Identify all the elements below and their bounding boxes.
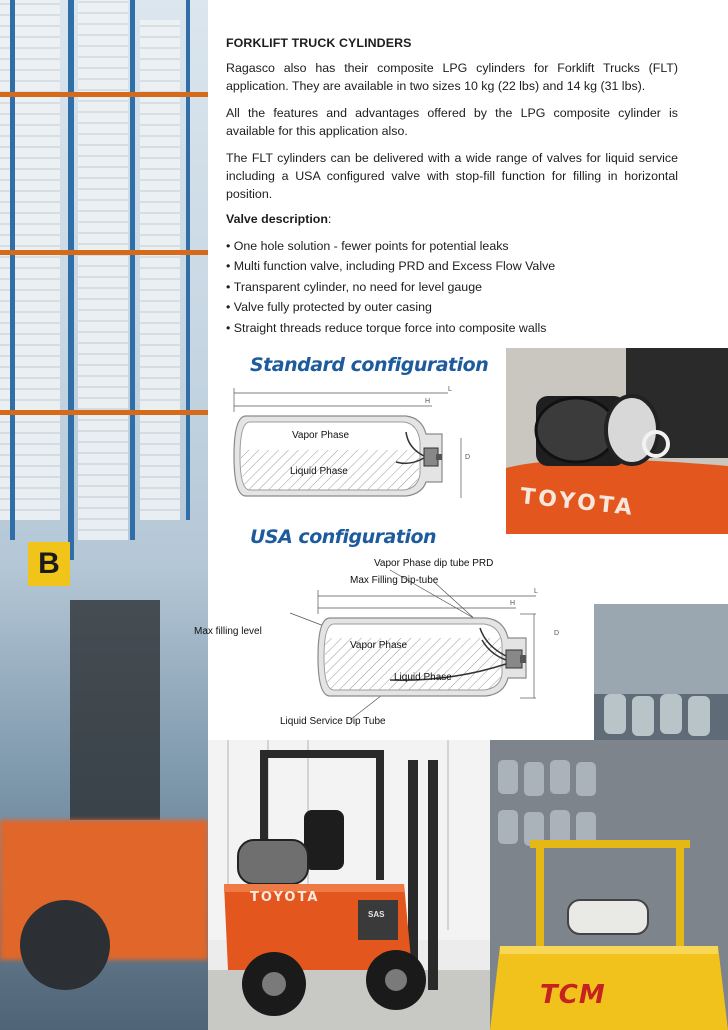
vapor-phase-label: Vapor Phase	[292, 430, 350, 441]
usa-vapor-phase-label: Vapor Phase	[350, 640, 408, 651]
list-item: • One hole solution - fewer points for potential leaks	[226, 236, 678, 256]
max-filling-dip-tube-label: Max Filling Dip-tube	[350, 575, 439, 586]
warehouse-photo	[0, 0, 208, 1030]
standard-configuration-title: Standard configuration	[250, 354, 489, 376]
valve-feature-list	[226, 236, 678, 338]
valve-photo-brand: TOYOTA	[519, 484, 637, 521]
max-filling-level-label: Max filling level	[194, 626, 262, 637]
section-heading: FORKLIFT TRUCK CYLINDERS	[226, 36, 412, 50]
text-content	[226, 36, 678, 338]
toyota-forklift-image	[208, 740, 492, 1030]
usa-configuration-title: USA configuration	[250, 526, 437, 548]
liquid-phase-label: Liquid Phase	[290, 466, 348, 477]
valves-paragraph: The FLT cylinders can be delivered with a wide range of valves for liquid service including a USA configured valve with stop-fill function for filling in horizontal position.	[226, 151, 678, 201]
standard-configuration-diagram	[210, 350, 506, 520]
usa-dimension-l-label: L	[534, 588, 538, 595]
toyota-forklift-photo	[208, 740, 492, 1030]
list-item: • Straight threads reduce torque force into composite walls	[226, 318, 678, 338]
usa-dimension-d-label: D	[554, 630, 560, 637]
usa-dimension-h-label: H	[510, 600, 516, 607]
vapor-dip-tube-prd-label: Vapor Phase dip tube PRD	[374, 558, 494, 569]
forklift-brand-label: TOYOTA	[250, 890, 320, 905]
valve-description-heading: Valve description:	[226, 212, 332, 226]
tcm-forklift-photo	[490, 740, 728, 1030]
usa-configuration-diagram	[190, 522, 594, 736]
list-item: • Transparent cylinder, no need for level gauge	[226, 277, 678, 297]
list-item: • Multi function valve, including PRD and Excess Flow Valve	[226, 256, 678, 276]
dimension-l-label: L	[448, 386, 452, 393]
dimension-h-label: H	[425, 398, 431, 405]
valve-closeup-photo	[506, 348, 728, 534]
standard-cylinder-drawing	[210, 350, 506, 520]
liquid-service-dip-tube-label: Liquid Service Dip Tube	[280, 716, 386, 727]
list-item: • Valve fully protected by outer casing	[226, 297, 678, 317]
tcm-brand-label: TCM	[540, 980, 606, 1010]
tcm-forklift-image	[490, 740, 728, 1030]
dimension-d-label: D	[465, 454, 471, 461]
warehouse-sign: B	[28, 542, 70, 586]
features-paragraph: All the features and advantages offered by the LPG composite cylinder is available for this application also.	[226, 106, 678, 138]
forklift-badge-label: SAS	[368, 910, 385, 919]
intro-paragraph: Ragasco also has their composite LPG cylinders for Forklift Trucks (FLT) application. They are available in two sizes 10 kg (22 lbs) and 14 kg (31 lbs).	[226, 61, 678, 93]
usa-liquid-phase-label: Liquid Phase	[394, 672, 452, 683]
